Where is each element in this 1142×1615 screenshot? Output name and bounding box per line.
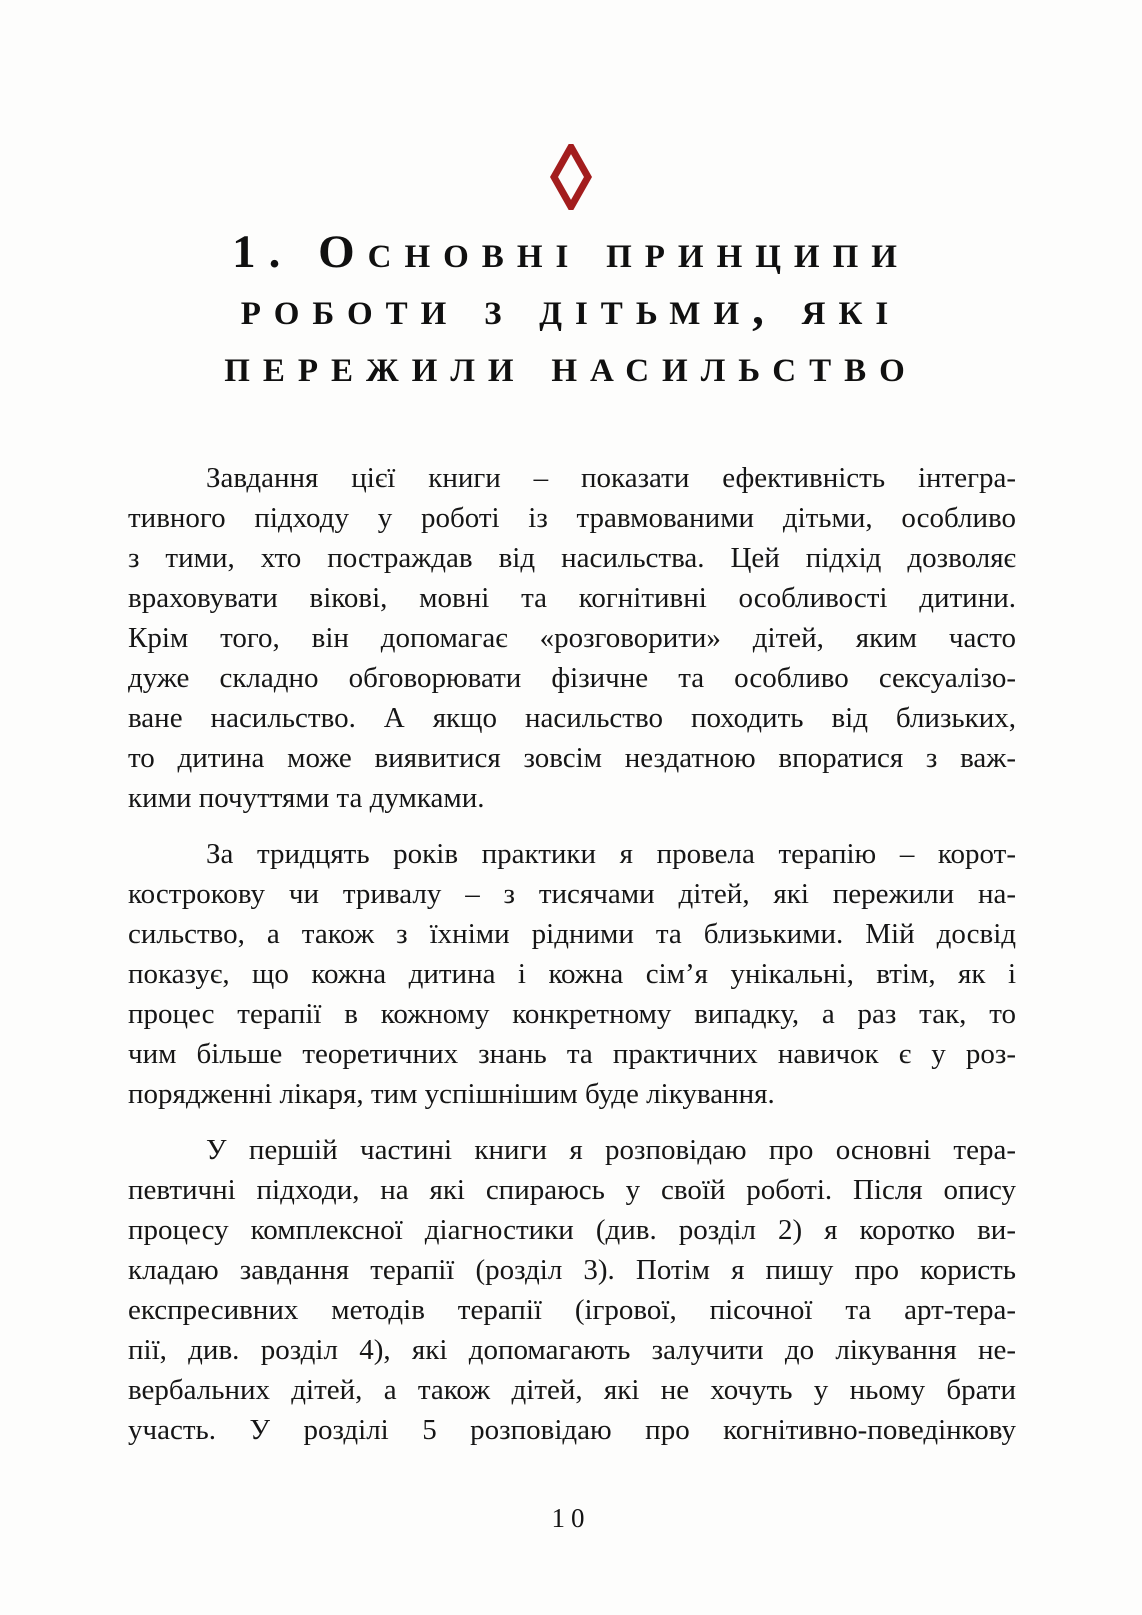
- text-line: За тридцять років практики я провела терапію – корот-: [206, 838, 1016, 870]
- text-line: кострокову чи тривалу – з тисячами дітей, які пережили на-: [128, 878, 1016, 910]
- text-line: сильство, а також з їхніми рідними та близькими. Мій досвід: [128, 918, 1016, 950]
- paragraph: [128, 834, 1016, 1114]
- diamond-ornament: [0, 144, 1142, 210]
- page-number: 10: [551, 1503, 591, 1533]
- text-line: показує, що кожна дитина і кожна сім’я унікальні, втім, як і: [128, 958, 1016, 990]
- diamond-icon: [550, 144, 592, 210]
- body-text: [128, 458, 1016, 1450]
- text-line: участь. У розділі 5 розповідаю про когнітивно-поведінкову: [128, 1414, 1016, 1446]
- text-line: процесу комплексної діагностики (див. розділ 2) я коротко ви-: [128, 1214, 1016, 1246]
- text-line: порядженні лікаря, тим успішнішим буде лікування.: [128, 1078, 775, 1110]
- chapter-title: [0, 224, 1142, 395]
- text-line: тивного підходу у роботі із травмованими дітьми, особливо: [128, 502, 1016, 534]
- chapter-title-line-1: 1. Основні принципи: [232, 226, 910, 278]
- text-line: ване насильство. А якщо насильство походить від близьких,: [128, 702, 1016, 734]
- text-line: пії, див. розділ 4), які допомагають залучити до лікування не-: [128, 1334, 1016, 1366]
- text-line: то дитина може виявитися зовсім нездатною впоратися з важ-: [128, 742, 1016, 774]
- text-line: Завдання цієї книги – показати ефективність інтегра-: [206, 462, 1016, 494]
- paragraph: [128, 1130, 1016, 1450]
- text-line: вербальних дітей, а також дітей, які не хочуть у ньому брати: [128, 1374, 1016, 1406]
- text-line: експресивних методів терапії (ігрової, пісочної та арт-тера-: [128, 1294, 1016, 1326]
- text-line: враховувати вікові, мовні та когнітивні особливості дитини.: [128, 582, 1016, 614]
- text-line: певтичні підходи, на які спираюсь у своїй роботі. Після опису: [128, 1174, 1016, 1206]
- chapter-title-line-2: роботи з дітьми, які: [240, 283, 902, 335]
- text-line: кладаю завдання терапії (розділ 3). Потім я пишу про користь: [128, 1254, 1016, 1286]
- chapter-title-line-3: пережили насильство: [224, 340, 918, 392]
- text-line: Крім того, він допомагає «розговорити» дітей, яким часто: [128, 622, 1016, 654]
- text-line: У першій частині книги я розповідаю про основні тера-: [206, 1134, 1016, 1166]
- paragraph: [128, 458, 1016, 818]
- text-line: з тими, хто постраждав від насильства. Цей підхід дозволяє: [128, 542, 1016, 574]
- text-line: чим більше теоретичних знань та практичних навичок є у роз-: [128, 1038, 1016, 1070]
- text-line: дуже складно обговорювати фізичне та особливо сексуалізо-: [128, 662, 1016, 694]
- text-line: процес терапії в кожному конкретному випадку, а раз так, то: [128, 998, 1016, 1030]
- text-line: кими почуттями та думками.: [128, 782, 485, 814]
